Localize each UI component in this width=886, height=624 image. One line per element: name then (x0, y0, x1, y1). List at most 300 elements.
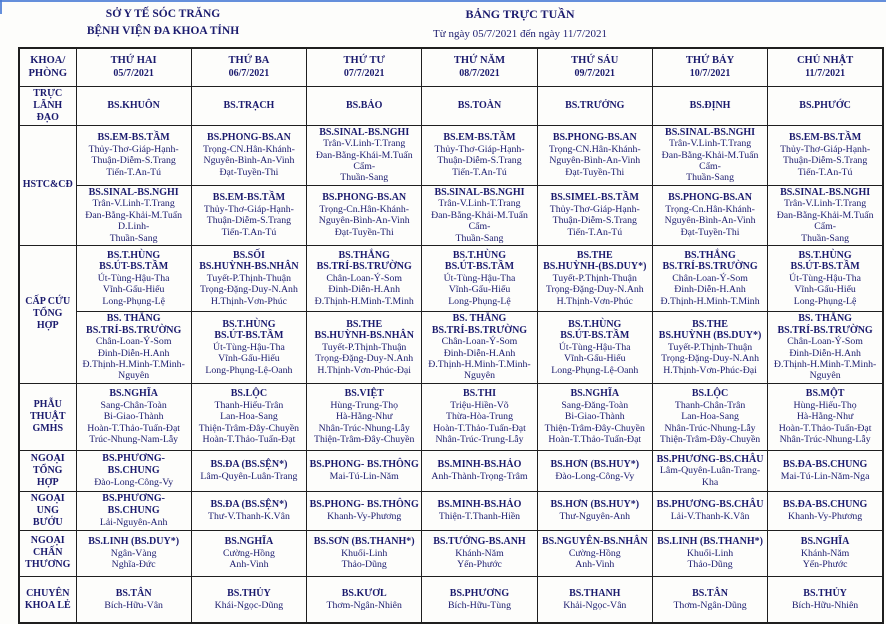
day-name: THỨ NĂM (453, 55, 506, 67)
schedule-cell (422, 245, 537, 311)
day-header-1 (191, 48, 306, 86)
staff-names: Thư-Nguyên-Anh (559, 510, 631, 522)
doctor-names: BS.SINAL-BS.NGHI (319, 126, 410, 138)
dept-label-chan-thuong (19, 530, 76, 576)
doctor-names: BS.EM-BS.TẦM (788, 132, 862, 144)
doctor-names: BS.BẢO (346, 99, 383, 111)
staff-names: Út-Tùng-Hậu-Tha (213, 341, 285, 353)
staff-names: Thiện-Trâm-Đây-Chuyền (544, 422, 645, 434)
staff-names: Út-Tùng-Hậu-Tha (97, 272, 170, 284)
schedule-cell (76, 576, 191, 623)
staff-names: Thừa-Hòa-Trung (445, 411, 513, 423)
doctor-names: BS.SINAL-BS.NGHI (780, 186, 871, 198)
day-name: THỨ BA (228, 55, 270, 67)
staff-names: H.Thịnh-Vơn-Phúc (556, 295, 633, 307)
staff-names: Thuận-Diễm-S.Trang (782, 155, 868, 167)
staff-names: Anh-Vinh (229, 559, 269, 571)
staff-names: Thiện-Trâm-Đây-Chuyền (198, 422, 300, 434)
doctor-names: BS.THẮNG (338, 249, 390, 261)
doctor-names: BS.MINH-BS.HẢO (437, 459, 522, 471)
staff-names: Đào-Long-Công-Vy (555, 470, 635, 482)
staff-names: Cường-Hồng (568, 547, 621, 559)
staff-names: Sang-Chân-Toàn (100, 399, 167, 411)
doctor-names: BS.THỦY (227, 588, 271, 599)
staff-names: Đ.Thịnh-H.Minh-T.Minh- (773, 358, 877, 370)
staff-names: Đinh-Diễn-H.Anh (443, 347, 516, 359)
staff-names: Bích-Hữu-Vân (104, 599, 163, 611)
page-title: BẢNG TRỰC TUẦN (465, 7, 575, 21)
dept-label-line: NGOẠI (30, 535, 65, 547)
staff-names: Trân-V.Linh-T.Trang (92, 198, 175, 210)
staff-names: Trúc-Nhung-Nam-Lẫy (89, 433, 179, 445)
schedule-cell (537, 185, 652, 245)
schedule-cell (537, 530, 652, 576)
staff-names: Hùng-Trung-Thọ (330, 399, 399, 411)
doctor-names: BS.ÚT-BS.TẦM (444, 261, 515, 273)
schedule-cell (191, 491, 306, 530)
schedule-cell (307, 311, 422, 383)
staff-names: Thuận-Diễm-S.Trang (552, 215, 637, 227)
org-line-1: SỞ Y TẾ SÓC TRĂNG (105, 8, 221, 20)
doctor-names: BS.TƯỞNG-BS.ANH (433, 536, 526, 548)
scan-edge-artifact-left (0, 0, 2, 14)
title-block (320, 6, 720, 43)
doctor-names: BS.T.HÙNG (452, 249, 507, 261)
schedule-cell (537, 576, 652, 623)
staff-names: Hoàn-T.Thảo-Tuấn-Đạt (548, 433, 642, 445)
day-header-6 (768, 48, 883, 86)
staff-names: Nguyên (118, 370, 150, 382)
doctor-names: BS.HƠN (BS.HUY*) (550, 499, 640, 511)
dept-label-hstc (19, 125, 76, 245)
doctor-names: BS.ĐA-BS.CHUNG (782, 499, 868, 511)
day-date: 10/7/2021 (689, 68, 731, 80)
day-name: THỨ BẢY (685, 55, 735, 67)
day-date: 05/7/2021 (113, 68, 154, 80)
staff-names: Yến-Phước (457, 559, 502, 571)
schedule-cell (652, 86, 767, 125)
doctor-names: BS.MỘT (805, 388, 845, 400)
doctor-names: BS.TRÍ-BS.TRƯỜNG (431, 324, 528, 336)
doctor-names: BS.ÚT-BS.TẦM (99, 261, 169, 273)
staff-names: Đ.Thịnh-H.Minh-T.Minh- (82, 358, 185, 370)
schedule-cell (537, 125, 652, 185)
staff-names: Chân-Loan-Ý-Som (787, 336, 863, 348)
staff-names: Trân-V.Linh-T.Trang (438, 198, 521, 210)
staff-names: Đạt-Tuyền-Thi (680, 226, 740, 238)
day-date: 07/7/2021 (343, 68, 385, 80)
staff-names: Trọng-CN.Hân-Khánh- (202, 143, 295, 155)
schedule-cell (307, 86, 422, 125)
staff-names: Khanh-Vy-Phương (327, 510, 402, 522)
table-row (19, 311, 883, 383)
staff-names: Thủy-Thơ-Giáp-Hạnh- (203, 204, 294, 216)
schedule-cell (537, 86, 652, 125)
staff-names: Thiện-T.Thanh-Hiền (438, 510, 521, 522)
staff-names: Chân-Loan-Ý-Som (95, 336, 172, 348)
schedule-cell (191, 383, 306, 450)
staff-names: Trọng-Đặng-Duy-N.Anh (545, 284, 644, 296)
schedule-cell (652, 125, 767, 185)
staff-names: Thơm-Ngân-Dũng (673, 599, 747, 611)
day-date: 09/7/2021 (574, 68, 616, 80)
staff-names: Út-Tùng-Hậu-Tha (789, 272, 861, 284)
staff-names: Nguyên-Bình-An-Vinh (318, 215, 410, 227)
schedule-cell (537, 491, 652, 530)
schedule-cell (537, 245, 652, 311)
staff-names: Nghĩa-Đức (111, 559, 156, 571)
schedule-cell (422, 450, 537, 491)
doctor-names: BS.SỐI (232, 249, 265, 261)
staff-names: Ngân-Vàng (110, 547, 157, 559)
staff-names: Tiến-T.An-Tú (567, 226, 623, 238)
schedule-cell (768, 125, 883, 185)
schedule-cell (537, 450, 652, 491)
doctor-names: BS.ĐA (BS.SỆN*) (210, 459, 288, 471)
schedule-cell (307, 491, 422, 530)
staff-names: Vĩnh-Gấu-Hiếu (448, 284, 511, 296)
doctor-names: BS.THE (346, 318, 383, 330)
doctor-names: BS.LỘC (691, 388, 729, 400)
schedule-cell (191, 450, 306, 491)
day-header-4 (537, 48, 652, 86)
schedule-cell (652, 530, 767, 576)
page-subtitle: Từ ngày 05/7/2021 đến ngày 11/7/2021 (433, 28, 607, 40)
staff-names: Anh-Vinh (575, 559, 615, 571)
doctor-names: BS.PHƯƠNG-BS.CHUNG (102, 453, 165, 477)
day-date: 06/7/2021 (228, 68, 270, 80)
schedule-cell (422, 383, 537, 450)
schedule-cell (422, 125, 537, 185)
schedule-cell (422, 530, 537, 576)
doctor-names: BS.HUỲNH-BS.NHÂN (314, 330, 414, 342)
staff-names: Đinh-Diễn-H.Anh (674, 284, 746, 296)
dept-label-cap-cuu (19, 245, 76, 383)
schedule-cell (307, 245, 422, 311)
table-row (19, 576, 883, 623)
schedule-cell (307, 450, 422, 491)
dept-label-line: KHOA LẺ (24, 599, 71, 611)
dept-label-chuyen-khoa (19, 576, 76, 623)
doctor-names: BS.KHUÔN (107, 99, 160, 111)
staff-names: Đan-Bằng-Khải-M.Tuấn Cẩm- (661, 149, 759, 172)
doctor-names: BS.TÂN (692, 588, 728, 599)
schedule-cell (307, 185, 422, 245)
staff-names: Thuần-Sang (109, 232, 158, 244)
doctor-names: BS.T.HÙNG (107, 249, 161, 261)
schedule-cell (76, 491, 191, 530)
staff-names: Hà-Hằng-Như (335, 411, 393, 423)
doctor-names: BS.PHONG- BS.THÔNG (309, 459, 419, 471)
doctor-names: BS.SINAL-BS.NGHI (665, 126, 756, 138)
staff-names: Lan-Hoa-Sang (220, 411, 278, 423)
table-row (19, 125, 883, 185)
doctor-names: BS.PHONG-BS.AN (322, 192, 407, 204)
schedule-cell (652, 185, 767, 245)
staff-names: Vĩnh-Gấu-Hiếu (564, 353, 626, 365)
doctor-names: BS.TOÀN (457, 99, 502, 111)
staff-names: Lải-Nguyên-Anh (99, 516, 168, 528)
staff-names: Trọng-Đặng-Duy-N.Anh (315, 353, 414, 365)
dept-label-line: TỔNG HỢP (33, 464, 63, 488)
staff-names: Triệu-Hiền-Võ (450, 399, 509, 411)
staff-names: Hoàn-T.Thảo-Tuấn-Đạt (778, 422, 872, 434)
staff-names: Long-Phụng-Lệ-Oanh (205, 364, 293, 376)
staff-names: Nhân-Trúc-Nhung-Lẫy (779, 433, 871, 445)
doctor-names: BS.PHONG-BS.AN (668, 192, 752, 204)
staff-names: Bi-Giao-Thành (564, 411, 625, 423)
doctor-names: BS.THE (692, 318, 728, 330)
doctor-names: BS.PHƯƠNG-BS.CHUNG (102, 493, 165, 517)
dept-label-line: CHẤN (33, 547, 63, 559)
staff-names: Tiến-T.An-Tú (221, 226, 277, 238)
schedule-cell (307, 576, 422, 623)
schedule-cell (768, 450, 883, 491)
doctor-names: BS.NGHĨA (800, 536, 850, 548)
doctor-names: BS.TÂN (115, 588, 152, 599)
staff-names: Khải-Ngọc-Vân (563, 599, 627, 611)
schedule-cell (191, 245, 306, 311)
doctor-names: BS.THE (576, 249, 613, 261)
staff-names: Tiến-T.An-Tú (452, 166, 507, 178)
doctor-names: BS.TRÍ-BS.TRƯỜNG (662, 261, 758, 273)
staff-names: Vĩnh-Gấu-Hiếu (794, 284, 856, 296)
schedule-cell (768, 245, 883, 311)
staff-names: Trọng-Đặng-Duy-N.Anh (199, 284, 298, 296)
doctor-names: BS.PHƯƠNG-BS.CHÂU (656, 453, 764, 465)
table-header-row (19, 48, 883, 86)
doctor-names: BS.LINH (BS.DUY*) (88, 536, 180, 548)
doctor-names: BS.SINAL-BS.NGHI (434, 186, 525, 198)
staff-names: Thủy-Thơ-Giáp-Hạnh- (88, 143, 179, 155)
schedule-cell (307, 383, 422, 450)
schedule-cell (768, 530, 883, 576)
schedule-cell (652, 450, 767, 491)
staff-names: Thanh-Chân-Trân (674, 399, 746, 411)
staff-names: Chân-Loan-Ý-Som (441, 336, 518, 348)
day-date: 11/7/2021 (805, 68, 846, 80)
doctor-names: BS.ĐA (BS.SỆN*) (210, 499, 288, 511)
staff-names: Đạt-Tuyền-Thi (334, 226, 394, 238)
doctor-names: BS.PHONG- BS.THÔNG (309, 499, 419, 511)
table-row (19, 86, 883, 125)
schedule-cell (191, 311, 306, 383)
staff-names: Thuận-Diễm-S.Trang (437, 155, 522, 167)
staff-names: Long-Phụng-Lệ (448, 295, 511, 307)
doctor-names: BS.MINH-BS.HẢO (437, 499, 522, 511)
schedule-cell (537, 383, 652, 450)
staff-names: Nhân-Trúc-Trung-Lẫy (435, 433, 524, 445)
staff-names: Khanh-Vy-Phương (788, 510, 863, 522)
staff-names: Anh-Thành-Trọng-Trâm (431, 470, 528, 482)
staff-names: Thuần-Sang (801, 232, 850, 244)
schedule-cell (76, 185, 191, 245)
day-name: THỨ HAI (110, 55, 157, 67)
day-header-0 (76, 48, 191, 86)
staff-names: Thuận-Diễm-S.Trang (91, 155, 176, 167)
staff-names: H.Thịnh-Vơn-Phúc (210, 295, 288, 307)
staff-names: Đ.Thịnh-H.Minh-T.Minh (660, 295, 760, 307)
staff-names: Chân-Loan-Ý-Som (326, 272, 403, 284)
staff-names: Nguyên (463, 370, 495, 382)
schedule-cell (76, 125, 191, 185)
schedule-cell (422, 311, 537, 383)
staff-names: Yến-Phước (802, 559, 848, 571)
dept-label-line: TRỰC (33, 87, 63, 99)
staff-names: Long-Phụng-Lệ-Oanh (551, 364, 639, 376)
doctor-names: BS. THẮNG (106, 312, 161, 324)
table-row (19, 530, 883, 576)
doctor-names: BS.T.HÙNG (222, 318, 276, 330)
doctor-names: BS. THẮNG (452, 312, 507, 324)
dept-label-line: CẤP CỨU (25, 296, 71, 308)
day-date: 08/7/2021 (459, 68, 500, 80)
dept-label-line: LÃNH ĐẠO (33, 99, 63, 123)
schedule-cell (307, 125, 422, 185)
doctor-names: BS.NGUYÊN-BS.NHÂN (541, 536, 648, 548)
staff-names: Hoàn-T.Thảo-Tuấn-Đạt (87, 422, 181, 434)
schedule-cell (191, 530, 306, 576)
staff-names: Khánh-Năm (455, 547, 504, 559)
staff-names: Thủy-Thơ-Giáp-Hạnh- (434, 143, 525, 155)
doctor-names: BS.LỘC (230, 388, 268, 400)
staff-names: Bi-Giao-Thành (103, 411, 164, 423)
staff-names: Nhân-Trúc-Nhung-Lẫy (664, 422, 756, 434)
doctor-names: BS.EM-BS.TẦM (443, 132, 516, 144)
day-header-5 (652, 48, 767, 86)
staff-names: Vĩnh-Gấu-Hiếu (218, 353, 280, 365)
doctor-names: BS.T.HÙNG (798, 249, 852, 261)
staff-names: Khánh-Năm (800, 547, 850, 559)
staff-names: Đ.Thịnh-H.Minh-T.Minh- (428, 358, 531, 370)
table-row (19, 245, 883, 311)
staff-names: Thuần-Sang (686, 172, 734, 184)
doctor-names: BS.THANH (569, 588, 621, 599)
schedule-cell (422, 491, 537, 530)
table-row (19, 383, 883, 450)
staff-names: Sang-Đăng-Toàn (561, 399, 629, 411)
staff-names: Út-Tùng-Hậu-Tha (443, 272, 516, 284)
doctor-names: BS.PHƯƠNG-BS.CHÂU (656, 499, 764, 511)
staff-names: Thiện-Trâm-Đây-Chuyền (659, 433, 761, 445)
doctor-names: BS.ĐA-BS.CHUNG (782, 459, 868, 471)
schedule-cell (307, 530, 422, 576)
schedule-cell (652, 383, 767, 450)
dept-label-line: NGOẠI (30, 452, 65, 464)
schedule-cell (652, 576, 767, 623)
schedule-cell (76, 245, 191, 311)
doctor-names: BS.T.HÙNG (568, 318, 622, 330)
schedule-cell (768, 491, 883, 530)
day-name: THỨ TƯ (343, 55, 385, 67)
dept-label-line: UNG BƯỚU (32, 504, 63, 528)
schedule-cell (76, 311, 191, 383)
staff-names: Tiến-T.An-Tú (797, 166, 853, 178)
doctor-names: BS.SIMEL-BS.TẦM (550, 192, 639, 204)
org-line-2: BỆNH VIỆN ĐA KHOA TỈNH (86, 25, 240, 37)
doctor-names: BS.VIỆT (344, 388, 384, 400)
doctor-names: BS.TRẠCH (223, 99, 275, 111)
schedule-cell (76, 383, 191, 450)
staff-names: Nhân-Trúc-Nhung-Lẫy (318, 422, 410, 434)
staff-names: Thảo-Dũng (687, 559, 733, 571)
dept-label-line: TỔNG HỢP (33, 308, 63, 332)
doctor-names: BS.KƯƠL (341, 588, 387, 599)
schedule-cell (422, 185, 537, 245)
staff-names: Thơm-Ngân-Nhiên (326, 599, 402, 611)
staff-names: Long-Phụng-Lệ (102, 295, 165, 307)
staff-names: Lâm-Quyên-Luân-Trang-Kha (659, 465, 761, 488)
doctor-names: BS.LINH (BS.THANH*) (657, 536, 763, 548)
staff-names: Nguyên (809, 370, 841, 382)
day-header-3 (422, 48, 537, 86)
staff-names: Thảo-Dũng (341, 559, 387, 571)
schedule-cell (652, 245, 767, 311)
staff-names: Thư-V.Thanh-K.Vân (207, 510, 290, 522)
staff-names: Trọng-Cn.Hân-Khánh- (665, 204, 755, 216)
doctor-names: BS.THỦY (803, 588, 847, 599)
dept-label-line: NGOẠI (30, 492, 65, 504)
doctor-names: BS.NGHĨA (224, 536, 274, 548)
staff-names: Tiến-T.An-Tú (106, 166, 161, 178)
doctor-names: BS. THẮNG (798, 312, 852, 324)
doctor-names: BS.ĐỊNH (689, 99, 731, 111)
doctor-names: BS.NGHĨA (570, 388, 620, 400)
staff-names: Tuyết-P.Thịnh-Thuận (552, 272, 637, 284)
scan-edge-artifact (0, 0, 886, 2)
dept-label-line: THƯƠNG (25, 559, 71, 571)
schedule-cell (422, 86, 537, 125)
staff-names: Trân-V.Linh-T.Trang (783, 198, 867, 210)
dept-label-lanh-dao (19, 86, 76, 125)
schedule-cell (191, 576, 306, 623)
schedule-cell (191, 185, 306, 245)
staff-names: Đan-Bằng-Khái-M.Tuấn Cẩm- (315, 149, 413, 172)
doctor-names: BS.THI (462, 388, 497, 400)
doctor-names: BS.PHONG-BS.AN (552, 132, 637, 144)
doctor-names: BS.THẮNG (684, 249, 736, 261)
staff-names: Lan-Hoa-Sang (681, 411, 739, 423)
staff-names: Trọng-Cn.Hân-Khánh- (319, 204, 410, 216)
staff-names: Đinh-Diễn-H.Anh (97, 347, 170, 359)
schedule-cell (537, 311, 652, 383)
staff-names: Tuyết-P.Thịnh-Thuận (206, 272, 292, 284)
schedule-cell (191, 125, 306, 185)
staff-names: Trân-V.Linh-T.Trang (668, 138, 752, 150)
staff-names: Đan-Bằng-Khải-M.Tuấn Cẩm- (431, 209, 528, 233)
day-name: THỨ SÁU (571, 55, 619, 67)
staff-names: Thuần-Sang (455, 232, 504, 244)
dept-label-line: PHẪU (33, 398, 62, 410)
staff-names: Út-Tùng-Hậu-Tha (558, 341, 631, 353)
organization-block (48, 6, 278, 40)
staff-names: Hùng-Hiếu-Thọ (793, 399, 857, 411)
staff-names: Hà-Hằng-Như (796, 411, 854, 423)
corner-cell (19, 48, 76, 86)
staff-names: Đan-Bằng-Khải-M.Tuấn D.Linh- (85, 209, 183, 233)
dept-label-line: CHUYÊN (26, 587, 70, 599)
corner-label: PHÒNG (28, 68, 67, 80)
staff-names: Thiện-Trâm-Đây-Chuyền (314, 433, 415, 445)
staff-names: Thủy-Thơ-Giáp-Hạnh- (549, 204, 640, 216)
day-name: CHỦ NHẬT (796, 55, 854, 67)
staff-names: Thuận-Diễm-S.Trang (206, 215, 292, 227)
staff-names: Nguyên-Bình-An-Vinh (549, 155, 641, 167)
staff-names: H.Thịnh-Vơn-Phúc-Đại (663, 364, 757, 376)
doctor-names: BS.SƠN (BS.THANH*) (313, 536, 415, 548)
staff-names: H.Thịnh-Vơn-Phúc-Đại (317, 364, 411, 376)
staff-names: Tuyết-P.Thịnh-Thuận (667, 341, 753, 353)
